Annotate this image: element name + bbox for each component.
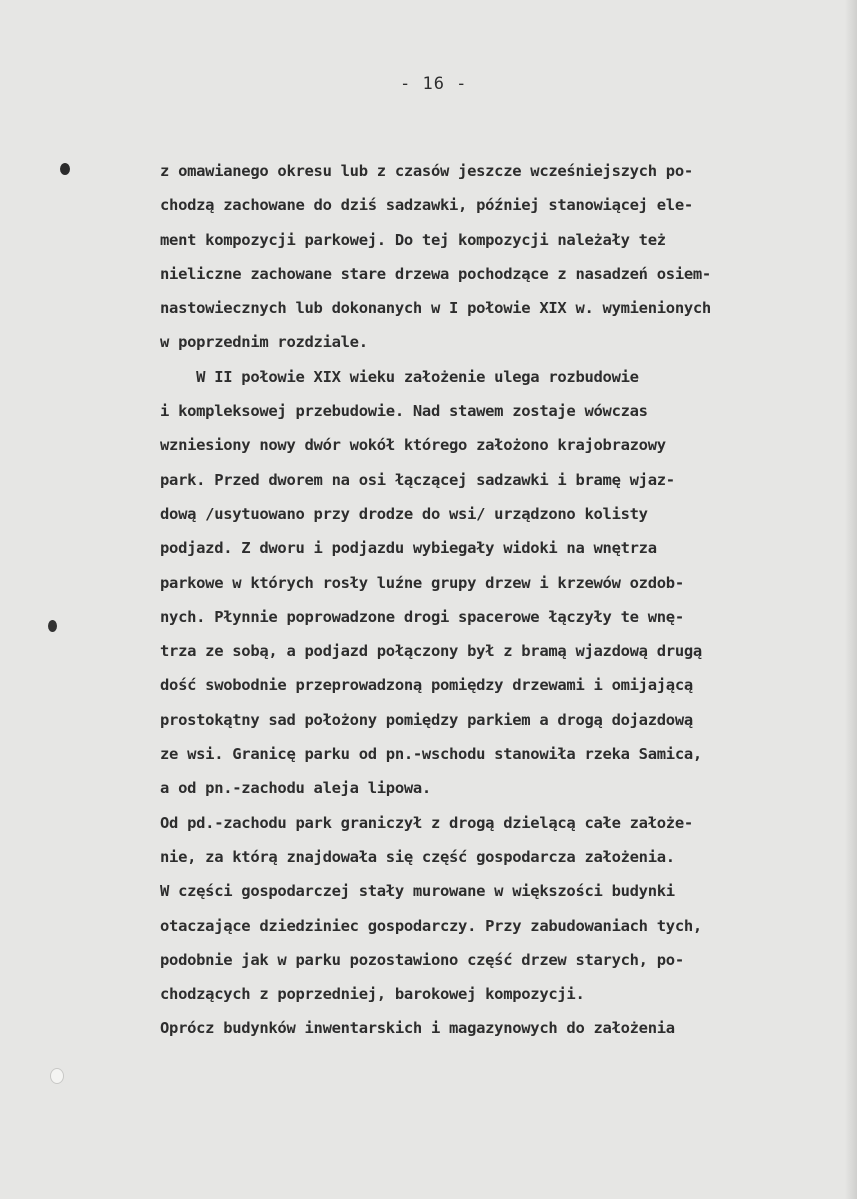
text-line: i kompleksowej przebudowie. Nad stawem zostaje wówczas — [160, 402, 648, 421]
text-line: nych. Płynnie poprowadzone drogi spacerowe łączyły te wnę- — [160, 607, 684, 626]
page-edge-shadow — [845, 0, 857, 1199]
text-line: podobnie jak w parku pozostawiono część drzew starych, po- — [160, 950, 684, 969]
text-line: nastowiecznych lub dokonanych w I połowie XIX w. wymienionych — [160, 299, 711, 318]
text-line: prostokątny sad położony pomiędzy parkiem a drogą dojazdową — [160, 710, 693, 729]
body-text — [160, 154, 830, 1046]
text-line: nieliczne zachowane stare drzewa pochodzące z nasadzeń osiem- — [160, 264, 711, 283]
text-line: z omawianego okresu lub z czasów jeszcze wcześniejszych po- — [160, 162, 693, 180]
text-line: Od pd.-zachodu park graniczył z drogą dzielącą całe założe- — [160, 813, 693, 832]
page-number: - 16 - — [400, 74, 468, 94]
text-line: a od pn.-zachodu aleja lipowa. — [160, 779, 431, 798]
text-line: otaczające dziedziniec gospodarczy. Przy zabudowaniach tych, — [160, 916, 702, 935]
text-line: dość swobodnie przeprowadzoną pomiędzy drzewami i omijającą — [160, 676, 693, 695]
binder-hole-mark — [48, 620, 57, 632]
text-line: trza ze sobą, a podjazd połączony był z bramą wjazdową drugą — [160, 642, 702, 661]
text-line: chodzących z poprzedniej, barokowej kompozycji. — [160, 985, 585, 1004]
text-line: ment kompozycji parkowej. Do tej kompozycji należały też — [160, 230, 666, 249]
text-line: podjazd. Z dworu i podjazdu wybiegały widoki na wnętrza — [160, 539, 657, 558]
text-line: chodzą zachowane do dziś sadzawki, później stanowiącej ele- — [160, 196, 693, 215]
text-line: W części gospodarczej stały murowane w większości budynki — [160, 882, 675, 901]
text-line: W II połowie XIX wieku założenie ulega rozbudowie — [160, 367, 639, 386]
text-line: w poprzednim rozdziale. — [160, 333, 368, 352]
text-line: dową /usytuowano przy drodze do wsi/ urządzono kolisty — [160, 504, 648, 523]
text-line: park. Przed dworem na osi łączącej sadzawki i bramę wjaz- — [160, 470, 675, 489]
text-line: parkowe w których rosły luźne grupy drzew i krzewów ozdob- — [160, 573, 684, 592]
text-line: Oprócz budynków inwentarskich i magazynowych do założenia — [160, 1019, 675, 1038]
text-line: wzniesiony nowy dwór wokół którego założono krajobrazowy — [160, 436, 666, 455]
text-line: nie, za którą znajdowała się część gospodarcza założenia. — [160, 847, 675, 866]
binder-hole — [50, 1068, 64, 1084]
binder-hole-mark — [60, 163, 70, 175]
text-line: ze wsi. Granicę parku od pn.-wschodu stanowiła rzeka Samica, — [160, 745, 702, 764]
